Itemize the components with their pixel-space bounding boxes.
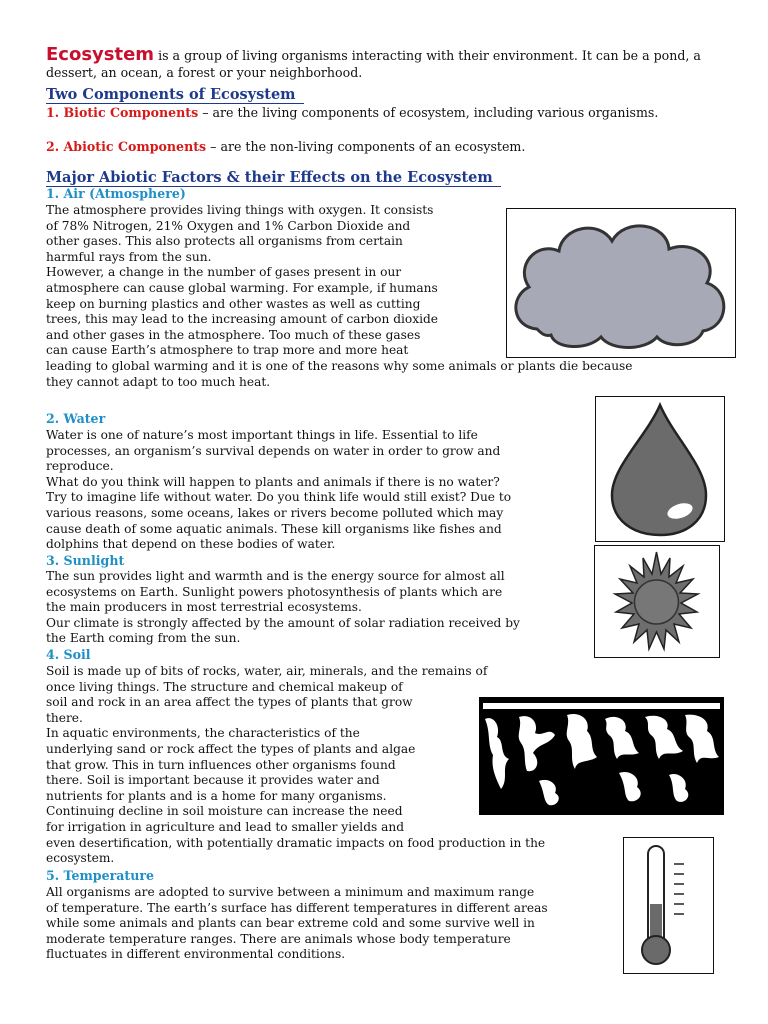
air-title: 1. Air (Atmosphere) — [46, 186, 186, 201]
text-line: while some animals and plants can bear extreme cold and some survive well in — [46, 916, 535, 931]
text-line: even desertification, with potentially dramatic impacts on food production in the — [46, 835, 546, 850]
text-line: other gases. This also protects all organisms from certain — [46, 234, 403, 249]
text-line: processes, an organism’s survival depends on water in order to grow and — [46, 443, 501, 458]
text-line: that grow. This in turn influences other organisms found — [46, 757, 396, 772]
text-line: underlying sand or rock affect the types of plants and algae — [46, 741, 416, 756]
text-line: atmosphere can cause global warming. For example, if humans — [46, 280, 438, 295]
abiotic-text: – are the non-living components of an ecosystem. — [206, 139, 526, 154]
sun-image — [594, 545, 720, 658]
text-line: can cause Earth’s atmosphere to trap more and more heat — [46, 343, 409, 358]
sunlight-title: 3. Sunlight — [46, 553, 125, 568]
text-line: The sun provides light and warmth and is the energy source for almost all — [46, 569, 505, 583]
text-line: they cannot adapt to too much heat. — [46, 374, 271, 389]
text-line: cause death of some aquatic animals. These kill organisms like fishes and — [46, 521, 502, 536]
text-line: ecosystems on Earth. Sunlight powers photosynthesis of plants which are — [46, 584, 503, 599]
biotic-text: – are the living components of ecosystem, including various organisms. — [198, 105, 659, 120]
text-line: trees, this may lead to the increasing amount of carbon dioxide — [46, 312, 439, 327]
text-line: reproduce. — [46, 459, 114, 474]
soil-text — [46, 664, 545, 867]
water-drop-icon — [596, 397, 723, 540]
text-line: Continuing decline in soil moisture can increase the need — [46, 804, 403, 819]
text-line: soil and rock in an area affect the types of plants that grow — [46, 695, 413, 710]
cloud-image — [506, 208, 736, 358]
water-title: 2. Water — [46, 411, 106, 426]
intro-text: is a group of living organisms interacting with their environment. It can be a pond, a dessert, an ocean, a forest or your neighborhood. — [46, 48, 701, 80]
text-line: dolphins that depend on these bodies of water. — [46, 537, 336, 552]
factors-heading: Major Abiotic Factors & their Effects on the Ecosystem — [46, 169, 501, 187]
text-line: Our climate is strongly affected by the amount of solar radiation received by — [46, 615, 520, 630]
text-line: Soil is made up of bits of rocks, water, air, minerals, and the remains of — [46, 664, 488, 678]
intro-paragraph — [46, 46, 726, 81]
thermometer-image — [623, 837, 714, 974]
soil-icon — [479, 697, 724, 815]
text-line: of 78% Nitrogen, 21% Oxygen and 1% Carbon Dioxide and — [46, 218, 411, 233]
text-line: of temperature. The earth’s surface has different temperatures in different areas — [46, 900, 548, 915]
text-line: ecosystem. — [46, 851, 115, 866]
text-line: various reasons, some oceans, lakes or rivers become polluted which may — [46, 505, 504, 520]
text-line: there. — [46, 710, 83, 725]
text-line: the main producers in most terrestrial ecosystems. — [46, 600, 362, 615]
text-line: nutrients for plants and is a home for many organisms. — [46, 788, 387, 803]
text-line: once living things. The structure and chemical makeup of — [46, 679, 403, 694]
text-line: for irrigation in agriculture and lead to smaller yields and — [46, 819, 405, 834]
text-line: moderate temperature ranges. There are animals whose body temperature — [46, 931, 511, 946]
abiotic-item — [46, 139, 736, 155]
text-line: However, a change in the number of gases present in our — [46, 265, 402, 280]
sun-icon — [595, 546, 718, 656]
temperature-text — [46, 885, 548, 963]
components-heading: Two Components of Ecosystem — [46, 86, 304, 104]
text-line: What do you think will happen to plants and animals if there is no water? — [46, 474, 500, 489]
text-line: Try to imagine life without water. Do you think life would still exist? Due to — [46, 490, 512, 505]
thermometer-icon — [624, 838, 712, 972]
text-line: The atmosphere provides living things with oxygen. It consists — [46, 203, 434, 217]
text-line: keep on burning plastics and other wastes as well as cutting — [46, 296, 421, 311]
abiotic-label: 2. Abiotic Components — [46, 139, 207, 154]
text-line: harmful rays from the sun. — [46, 249, 212, 264]
soil-title: 4. Soil — [46, 647, 91, 662]
text-line: fluctuates in different environmental conditions. — [46, 947, 346, 962]
text-line: Water is one of nature’s most important things in life. Essential to life — [46, 428, 478, 442]
biotic-label: 1. Biotic Components — [46, 105, 199, 120]
text-line: there. Soil is important because it provides water and — [46, 773, 380, 788]
text-line: All organisms are adopted to survive between a minimum and maximum range — [46, 885, 535, 899]
cloud-icon — [507, 209, 734, 356]
text-line: In aquatic environments, the characteristics of the — [46, 726, 360, 741]
temperature-title: 5. Temperature — [46, 868, 155, 883]
sunlight-text — [46, 569, 520, 647]
text-line: the Earth coming from the sun. — [46, 631, 241, 646]
water-image — [595, 396, 725, 542]
text-line: and other gases in the atmosphere. Too much of these gases — [46, 327, 421, 342]
text-line: leading to global warming and it is one of the reasons why some animals or plants die because — [46, 358, 633, 373]
ecosystem-word: Ecosystem — [46, 44, 155, 65]
water-text — [46, 428, 511, 553]
soil-image — [479, 697, 724, 815]
biotic-item — [46, 105, 736, 121]
